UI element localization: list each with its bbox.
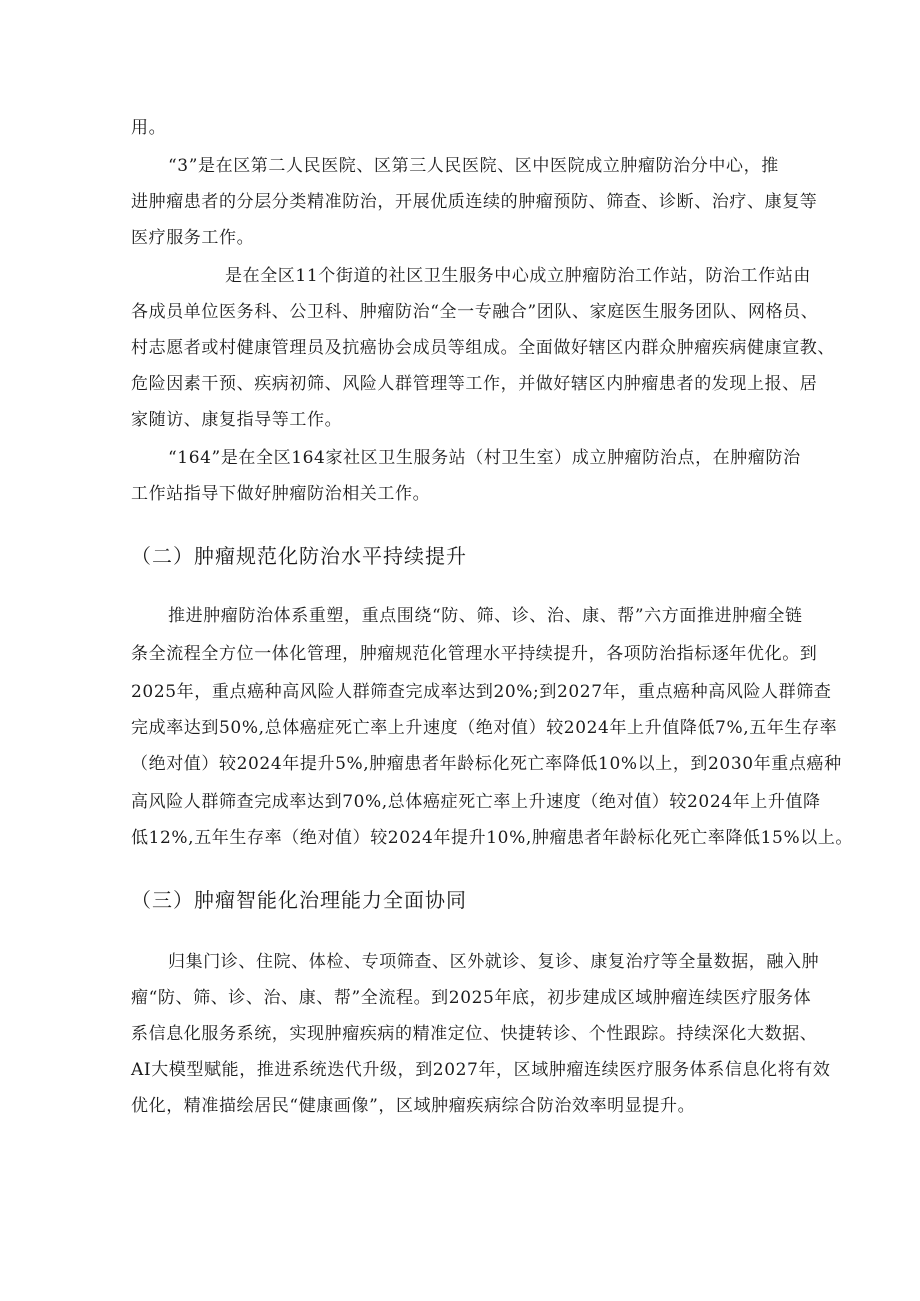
section-2-heading: （二）肿瘤规范化防治水平持续提升 <box>131 544 467 568</box>
section-2-line-1: 推进肿瘤防治体系重塑，重点围绕“防、筛、诊、治、康、帮”六方面推进肿瘤全链 <box>168 606 803 626</box>
paragraph-fragment: 用。 <box>131 118 167 138</box>
paragraph-3-line-3: 医疗服务工作。 <box>131 228 255 248</box>
paragraph-11-line-2: 各成员单位医务科、公卫科、肿瘤防治“全一专融合”团队、家庭医生服务团队、网格员、 <box>131 302 819 322</box>
paragraph-164-line-1: “164”是在全区164家社区卫生服务站（村卫生室）成立肿瘤防治点，在肿瘤防治 <box>168 448 801 468</box>
section-3-line-3: 系信息化服务系统，实现肿瘤疾病的精准定位、快捷转诊、个性跟踪。持续深化大数据、 <box>131 1024 818 1044</box>
paragraph-3-line-1: “3”是在区第二人民医院、区第三人民医院、区中医院成立肿瘤防治分中心，推 <box>168 156 779 176</box>
paragraph-11-line-3: 村志愿者或村健康管理员及抗癌协会成员等组成。全面做好辖区内群众肿瘤疾病健康宣教、 <box>131 338 835 358</box>
section-3-line-1: 归集门诊、住院、体检、专项筛查、区外就诊、复诊、康复治疗等全量数据，融入肿 <box>168 952 820 972</box>
paragraph-3-line-2: 进肿瘤患者的分层分类精准防治，开展优质连续的肿瘤预防、筛查、诊断、治疗、康复等 <box>131 192 818 212</box>
paragraph-11-line-1: 是在全区11个街道的社区卫生服务中心成立肿瘤防治工作站，防治工作站由 <box>225 266 812 286</box>
section-2-line-2: 条全流程全方位一体化管理，肿瘤规范化管理水平持续提升，各项防治指标逐年优化。到 <box>131 644 818 664</box>
section-2-line-4: 完成率达到50%,总体癌症死亡率上升速度（绝对值）较2024年上升值降低7%,五年生存率 <box>131 718 838 738</box>
section-3-line-5: 优化，精准描绘居民“健康画像”，区域肿瘤疾病综合防治效率明显提升。 <box>131 1096 696 1116</box>
paragraph-11-line-4: 危险因素干预、疾病初筛、风险人群管理等工作，并做好辖区内肿瘤患者的发现上报、居 <box>131 374 818 394</box>
section-3-heading: （三）肿瘤智能化治理能力全面协同 <box>131 888 467 912</box>
section-2-line-7: 低12%,五年生存率（绝对值）较2024年提升10%,肿瘤患者年龄标化死亡率降低15%以上。 <box>131 828 854 848</box>
section-3-line-2: 瘤“防、筛、诊、治、康、帮”全流程。到2025年底，初步建成区域肿瘤连续医疗服务体 <box>131 988 812 1008</box>
section-2-line-6: 高风险人群筛查完成率达到70%,总体癌症死亡率上升速度（绝对值）较2024年上升值降 <box>131 792 821 812</box>
paragraph-164-line-2: 工作站指导下做好肿瘤防治相关工作。 <box>131 484 431 504</box>
paragraph-11-line-5: 家随访、康复指导等工作。 <box>131 410 343 430</box>
section-3-line-4: AI大模型赋能，推进系统迭代升级，到2027年，区域肿瘤连续医疗服务体系信息化将有效 <box>131 1060 831 1080</box>
section-2-line-3: 2025年，重点癌种高风险人群筛查完成率达到20%;到2027年，重点癌种高风险人群筛查 <box>131 682 832 702</box>
section-2-line-5: （绝对值）较2024年提升5%,肿瘤患者年龄标化死亡率降低10%以上，到2030年重点癌种 <box>131 754 842 774</box>
